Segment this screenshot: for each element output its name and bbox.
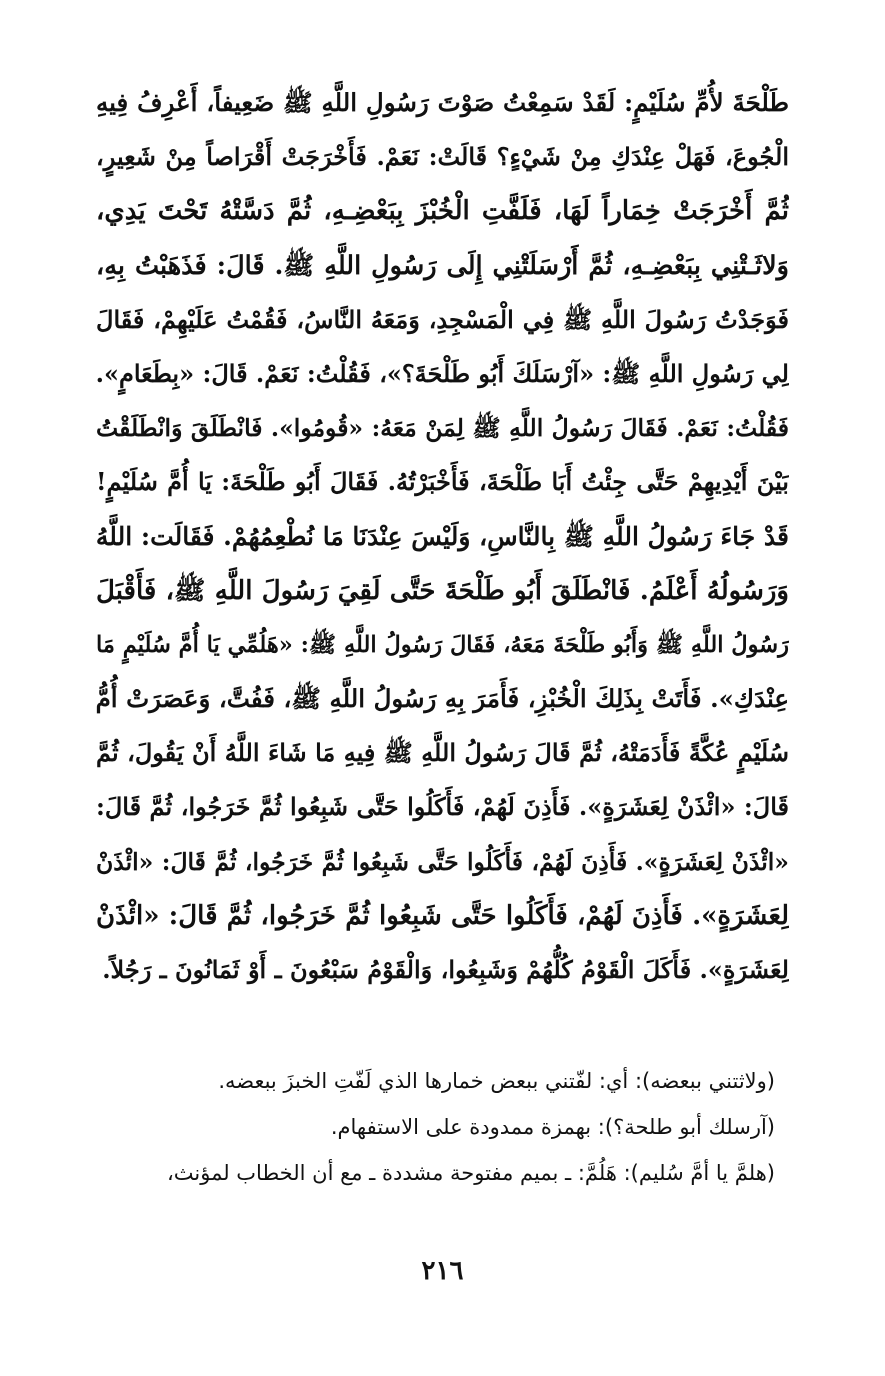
text-line: ثُمَّ أَخْرَجَتْ خِمَاراً لَهَا، فَلَفَّتِ الْخُبْزَ بِبَعْضِـهِ، ثُمَّ دَسَّتْهُ تَحْتَ يَدِي، [96,196,789,227]
text-line: عِنْدَكِ». فَأَتَتْ بِذَلِكَ الْخُبْزِ، فَأَمَرَ بِهِ رَسُولُ اللَّهِ ﷺ، فَفُتَّ، وَعَصَرَتْ أُمُّ [96,684,789,714]
footnote-line: (آرسلك أبو طلحة؟): بهمزة ممدودة على الاستفهام. [330,1115,775,1139]
footnote-line: (ولاثتني ببعضه): أي: لفّتني ببعض خمارها الذي لَفّتِ الخبزَ ببعضه. [218,1069,775,1093]
text-line: «ائْذَنْ لِعَشَرَةٍ». فَأَذِنَ لَهُمْ، فَأَكَلُوا حَتَّى شَبِعُوا ثُمَّ خَرَجُوا، ثُمَّ قَالَ: «ائْذَنْ [96,847,789,876]
text-line: وَرَسُولُهُ أَعْلَمُ. فَانْطَلَقَ أَبُو طَلْحَةَ حَتَّى لَقِيَ رَسُولَ اللَّهِ ﷺ، فَأَقْبَلَ [96,575,789,606]
footnotes-block [96,1058,789,1196]
text-line: فَوَجَدْتُ رَسُولَ اللَّهِ ﷺ فِي الْمَسْجِدِ، وَمَعَهُ النَّاسُ، فَقُمْتُ عَلَيْهِمْ، فَقَالَ [96,304,789,334]
main-text-block [96,76,789,997]
text-line: وَلاثَـتْنِي بِبَعْضِـهِ، ثُمَّ أَرْسَلَتْنِي إِلَى رَسُولِ اللَّهِ ﷺ. قَالَ: فَذَهَبْتُ بِهِ، [96,250,789,281]
text-line: قَدْ جَاءَ رَسُولُ اللَّهِ ﷺ بِالنَّاسِ، وَلَيْسَ عِنْدَنَا مَا نُطْعِمُهُمْ. فَقَالَت: اللَّهُ [96,521,789,551]
text-line: بَيْنَ أَيْدِيهِمْ حَتَّى جِئْتُ أَبَا طَلْحَةَ، فَأَخْبَرْتُهُ. فَقَالَ أَبُو طَلْحَةَ: يَا أُمَّ سُلَيْمٍ! [96,467,789,497]
text-line: سُلَيْمٍ عُكَّةً فَأَدَمَتْهُ، ثُمَّ قَالَ رَسُولُ اللَّهِ ﷺ فِيهِ مَا شَاءَ اللَّهُ أَنْ يَقُولَ، ثُمَّ [96,738,789,768]
text-line: طَلْحَةَ لأُمِّ سُلَيْمٍ: لَقَدْ سَمِعْتُ صَوْتَ رَسُولِ اللَّهِ ﷺ ضَعِيفاً، أَعْرِفُ فِيهِ [96,88,789,117]
text-line-last: لِعَشَرَةٍ». فَأَكَلَ الْقَوْمُ كُلُّهُمْ وَشَبِعُوا، وَالْقَوْمُ سَبْعُونَ ـ أَوْ ثَمَانُونَ ـ رَجُلاً. [102,955,789,984]
text-line: لِي رَسُولِ اللَّهِ ﷺ: «آرْسَلَكَ أَبُو طَلْحَةَ؟»، فَقُلْتُ: نَعَمْ. قَالَ: «بِطَعَامٍ». [96,358,789,388]
page-number: ٢١٦ [421,1256,464,1286]
text-line: لِعَشَرَةٍ». فَأَذِنَ لَهُمْ، فَأَكَلُوا حَتَّى شَبِعُوا ثُمَّ خَرَجُوا، ثُمَّ قَالَ: «ائْذَنْ [96,900,789,931]
text-line: فَقُلْتُ: نَعَمْ. فَقَالَ رَسُولُ اللَّهِ ﷺ لِمَنْ مَعَهُ: «قُومُوا». فَانْطَلَقَ وَانْطَلَقْتُ [96,414,789,443]
text-line: الْجُوعَ، فَهَلْ عِنْدَكِ مِنْ شَيْءٍ؟ قَالَتْ: نَعَمْ. فَأَخْرَجَتْ أَقْرَاصاً مِنْ شَعِيرٍ، [96,142,789,172]
text-line: رَسُولُ اللَّهِ ﷺ وَأَبُو طَلْحَةَ مَعَهُ، فَقَالَ رَسُولُ اللَّهِ ﷺ: «هَلُمِّي يَا أُمَّ سُلَيْمٍ مَا [96,631,789,658]
footnote-line: (هلمَّ يا أمَّ سُليم): هَلُمَّ: ـ بميم مفتوحة مشددة ـ مع أن الخطاب لمؤنث، [166,1161,775,1185]
text-line: قَالَ: «ائْذَنْ لِعَشَرَةٍ». فَأَذِنَ لَهُمْ، فَأَكَلُوا حَتَّى شَبِعُوا ثُمَّ خَرَجُوا، ثُمَّ قَالَ: [96,792,789,822]
